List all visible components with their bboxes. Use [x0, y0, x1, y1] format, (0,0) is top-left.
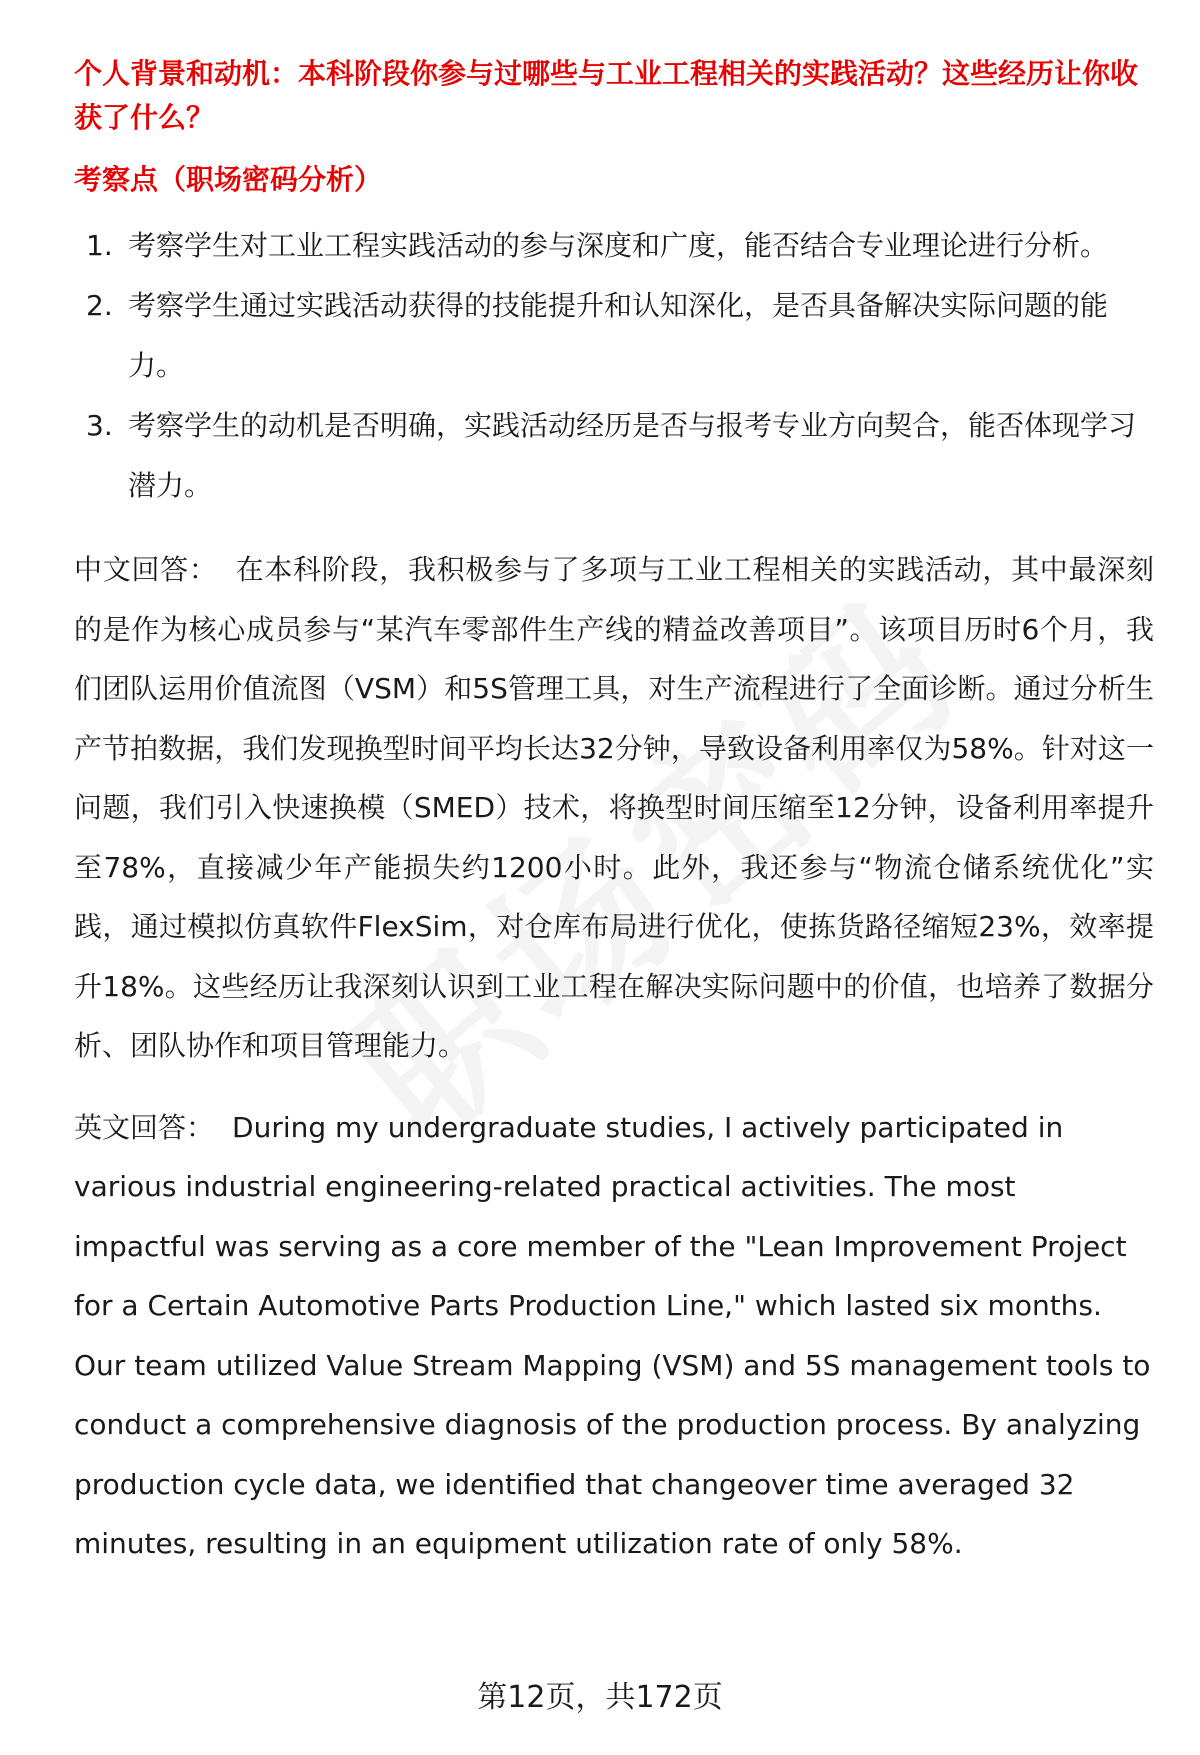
- chinese-answer-label: 中文回答：: [74, 553, 218, 586]
- list-item: [74, 216, 1154, 276]
- list-item: [74, 396, 1154, 516]
- list-item-text: 考察学生通过实践活动获得的技能提升和认知深化，是否具备解决实际问题的能力。: [128, 289, 1109, 382]
- english-answer-label: 英文回答：: [74, 1110, 215, 1144]
- english-answer-text: During my undergraduate studies, I actively participated in various industrial engineering-related practical activities. The most impactful was serving as a core member of the "Lean Improvement Project for a Certain Automotive Parts Production Line," which lasted six months. Our team utilized Value Stream Mapping (VSM) and 5S management tools to conduct a comprehensive diagnosis of the production process. By analyzing production cycle data, we identified that changeover time averaged 32 minutes, resulting in an equipment utilization rate of only 58%.: [74, 1110, 1151, 1560]
- chinese-answer: [74, 540, 1154, 1076]
- english-answer: [74, 1098, 1154, 1574]
- list-item-text: 考察学生对工业工程实践活动的参与深度和广度，能否结合专业理论进行分析。: [128, 229, 1109, 262]
- question-heading: 个人背景和动机：本科阶段你参与过哪些与工业工程相关的实践活动？这些经历让你收获了什么？: [74, 57, 1139, 134]
- list-item-number: 2.: [86, 289, 113, 322]
- list-item-number: 3.: [86, 409, 113, 442]
- page-content: [74, 52, 1154, 1596]
- list-item-text: 考察学生的动机是否明确，实践活动经历是否与报考专业方向契合，能否体现学习潜力。: [128, 409, 1137, 502]
- section-title: 考察点（职场密码分析）: [74, 163, 383, 196]
- chinese-answer-text: 在本科阶段，我积极参与了多项与工业工程相关的实践活动，其中最深刻的是作为核心成员参与“某汽车零部件生产线的精益改善项目”。该项目历时6个月，我们团队运用价值流图（VSM）和5S管理工具，对生产流程进行了全面诊断。通过分析生产节拍数据，我们发现换型时间平均长达32分钟，导致设备利用率仅为58%。针对这一问题，我们引入快速换模（SMED）技术，将换型时间压缩至12分钟，设备利用率提升至78%，直接减少年产能损失约1200小时。此外，我还参与“物流仓储系统优化”实践，通过模拟仿真软件FlexSim，对仓库布局进行优化，使拣货路径缩短23%，效率提升18%。这些经历让我深刻认识到工业工程在解决实际问题中的价值，也培养了数据分析、团队协作和项目管理能力。: [74, 553, 1154, 1062]
- list-item: [74, 276, 1154, 396]
- page-number-footer: 第12页，共172页: [477, 1680, 723, 1715]
- list-item-number: 1.: [86, 229, 113, 262]
- assessment-points-list: [74, 216, 1154, 516]
